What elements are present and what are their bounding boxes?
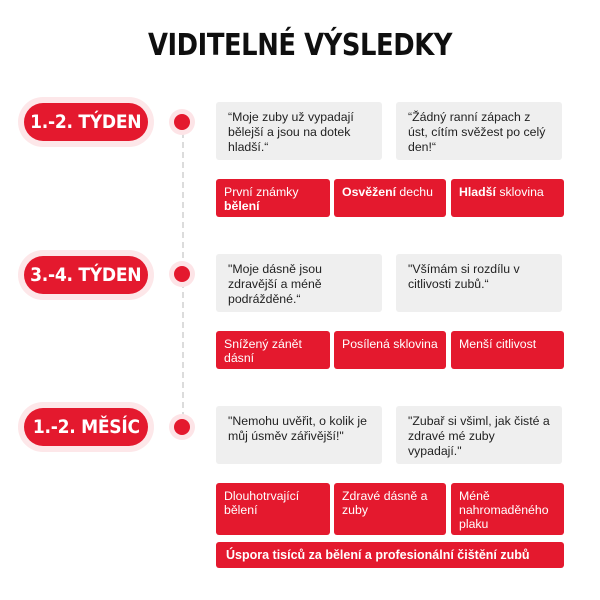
timeline-dot [174,114,190,130]
quote-card: "Zubař si všiml, jak čisté a zdravé mé zuby vypadají." [396,406,562,464]
result-tag: Dlouhotrvající bělení [216,483,330,535]
stage-2-label: 3.-4. TÝDEN [24,256,148,294]
result-tag: Zdravé dásně a zuby [334,483,446,535]
stage-3-label: 1.-2. MĚSÍC [24,408,148,446]
quote-card: "Nemohu uvěřit, o kolik je můj úsměv zářivější!" [216,406,382,464]
result-tag: Méně nahromaděného plaku [451,483,564,535]
result-tag: Hladší sklovina [451,179,564,217]
page-title: VIDITELNÉ VÝSLEDKY [147,28,453,63]
summary-tag: Úspora tisíců za bělení a profesionální čištění zubů [216,542,564,568]
result-tag: Menší citlivost [451,331,564,369]
quote-card: "Všímám si rozdílu v citlivosti zubů.“ [396,254,562,312]
timeline-dot [174,266,190,282]
result-tag: Posílená sklovina [334,331,446,369]
quote-card: “Moje zuby už vypadají bělejší a jsou na dotek hladší.“ [216,102,382,160]
stage-1-label: 1.-2. TÝDEN [24,103,148,141]
timeline-dot [174,419,190,435]
result-tag: Snížený zánět dásní [216,331,330,369]
result-tag: První známky bělení [216,179,330,217]
quote-card: “Žádný ranní zápach z úst, cítím svěžest po celý den!“ [396,102,562,160]
quote-card: "Moje dásně jsou zdravější a méně podrážděné.“ [216,254,382,312]
result-tag: Osvěžení dechu [334,179,446,217]
